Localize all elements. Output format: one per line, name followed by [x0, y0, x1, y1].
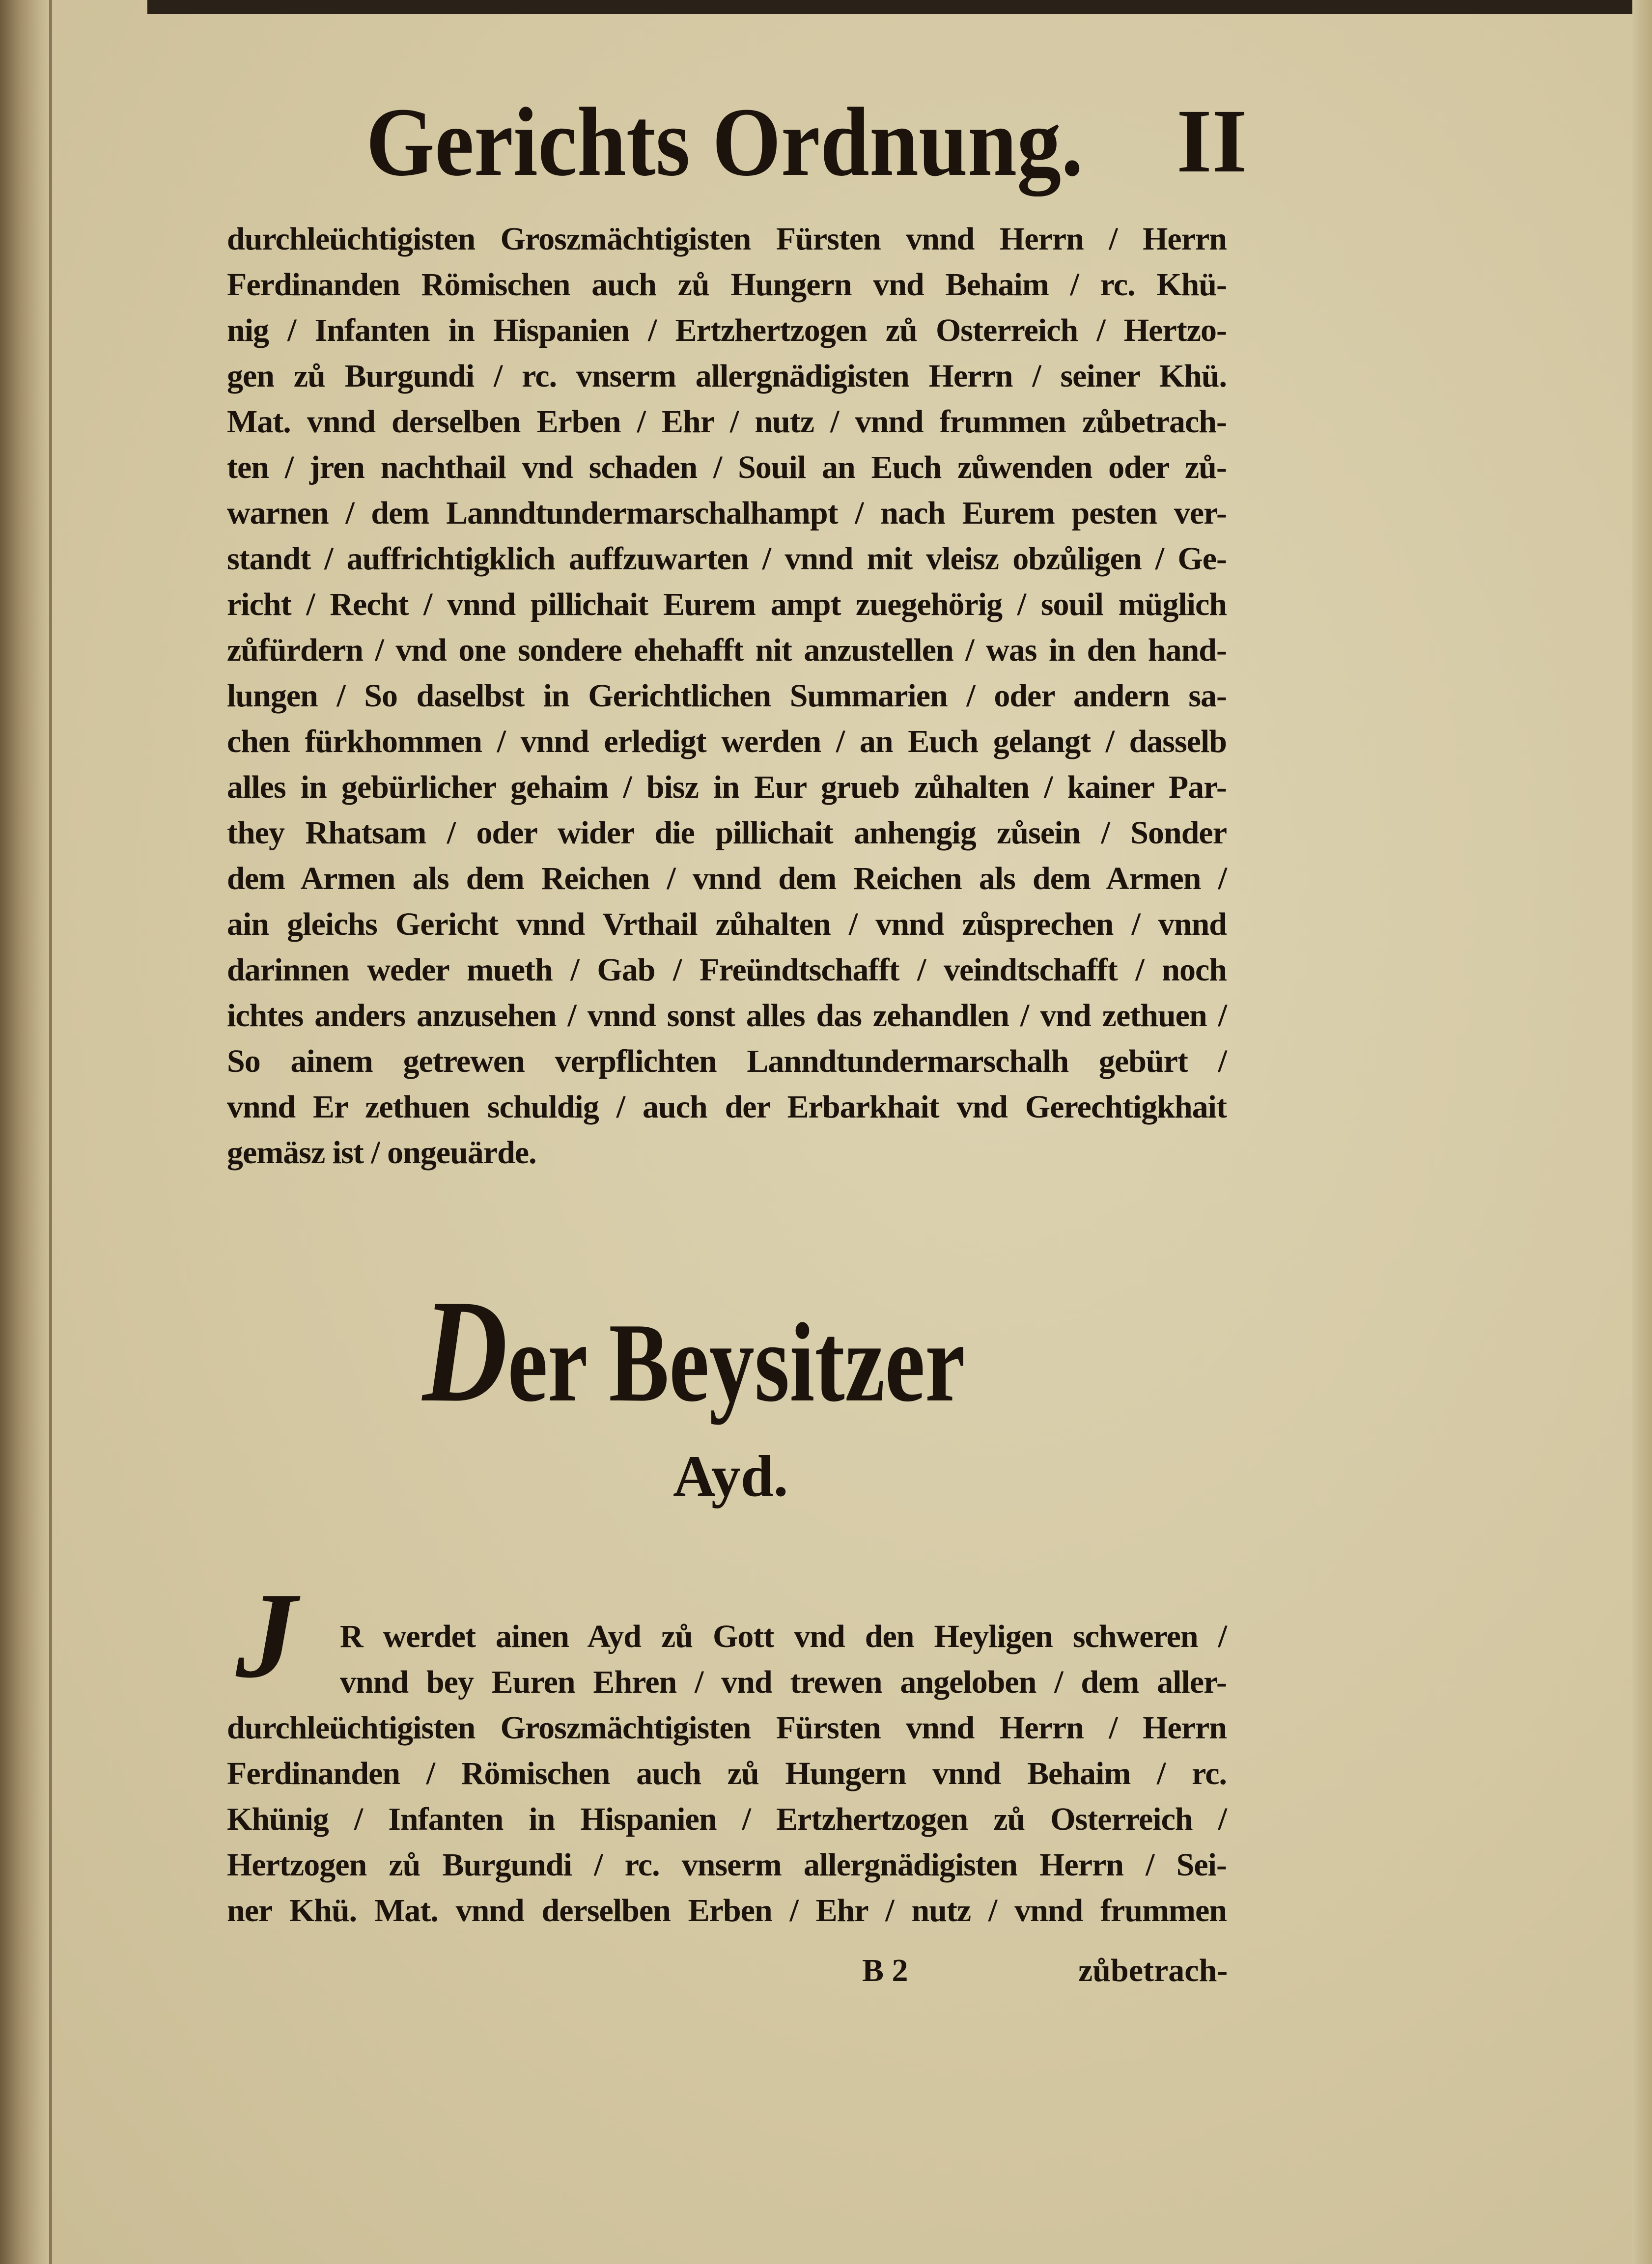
text-line: gen zů Burgundi / rc. vnserm allergnädigisten Herrn / seiner Khü. — [227, 358, 1227, 394]
text-line: durchleüchtigisten Groszmächtigisten Fürsten vnnd Herrn / Herrn — [227, 221, 1227, 257]
scan-background — [147, 0, 1652, 14]
text-line: Khünig / Infanten in Hispanien / Ertzhertzogen zů Osterreich / — [227, 1801, 1227, 1837]
text-line: standt / auffrichtigklich auffzuwarten / vnnd mit vleisz obzůligen / Ge- — [227, 541, 1227, 577]
text-line: durchleüchtigisten Groszmächtigisten Fürsten vnnd Herrn / Herrn — [227, 1710, 1227, 1746]
text-line: vnnd Er zethuen schuldig / auch der Erbarkhait vnd Gerechtigkhait — [227, 1089, 1227, 1125]
text-line: they Rhatsam / oder wider die pillichait anhengig zůsein / Sonder — [227, 815, 1227, 851]
text-line: Ferdinanden Römischen auch zů Hungern vnd Behaim / rc. Khü- — [227, 267, 1227, 303]
text-line: ain gleichs Gericht vnnd Vrthail zůhalten / vnnd zůsprechen / vnnd — [227, 906, 1227, 942]
signature-mark: B 2 — [862, 1953, 908, 1988]
text-line: richt / Recht / vnnd pillichait Eurem ampt zuegehörig / souil müglich — [227, 587, 1227, 622]
text-line: dem Armen als dem Reichen / vnnd dem Reichen als dem Armen / — [227, 861, 1227, 896]
paragraph-oath-marshal — [227, 216, 1227, 1175]
text-line: chen fürkhommen / vnnd erledigt werden / an Euch gelangt / dasselb — [227, 724, 1227, 759]
text-line: Mat. vnnd derselben Erben / Ehr / nutz / vnnd frummen zůbetrach- — [227, 404, 1227, 440]
text-line: vnnd bey Euren Ehren / vnd trewen angeloben / dem aller- — [340, 1664, 1227, 1700]
text-line: lungen / So daselbst in Gerichtlichen Summarien / oder andern sa- — [227, 678, 1227, 714]
text-line: gemäsz ist / ongeuärde. — [227, 1135, 536, 1171]
catchword: zůbetrach- — [1078, 1953, 1228, 1988]
decorated-initial: D — [422, 1269, 508, 1432]
folio-number: II — [1176, 91, 1247, 192]
running-title: Gerichts Ordnung. — [366, 88, 1084, 196]
text-line: nig / Infanten in Hispanien / Ertzhertzogen zů Osterreich / Hertzo- — [227, 312, 1227, 348]
section-heading — [422, 1269, 965, 1432]
text-line: ten / jren nachthail vnd schaden / Souil an Euch zůwenden oder zů- — [227, 449, 1227, 485]
page-right-edge — [1632, 0, 1652, 2264]
text-line: darinnen weder mueth / Gab / Freündtschafft / veindtschafft / noch — [227, 952, 1227, 988]
text-line: ichtes anders anzusehen / vnnd sonst alles das zehandlen / vnd zethuen / — [227, 998, 1227, 1034]
text-line: zůfürdern / vnd one sondere ehehafft nit anzustellen / was in den hand- — [227, 632, 1227, 668]
drop-cap-initial: J — [236, 1567, 297, 1704]
page-gutter — [49, 0, 52, 2264]
book-binding-edge — [0, 0, 52, 2264]
text-line: ner Khü. Mat. vnnd derselben Erben / Ehr / nutz / vnnd frummen — [227, 1893, 1227, 1929]
text-line: alles in gebürlicher gehaim / bisz in Eur grueb zůhalten / kainer Par- — [227, 769, 1227, 805]
text-line: warnen / dem Lanndtundermarschalhampt / nach Eurem pesten ver- — [227, 495, 1227, 531]
heading-text: er Beysitzer — [507, 1300, 965, 1425]
paragraph-oath-assessors — [227, 1614, 1227, 1933]
text-line: So ainem getrewen verpflichten Lanndtundermarschalh gebürt / — [227, 1043, 1227, 1079]
text-line: Hertzogen zů Burgundi / rc. vnserm allergnädigisten Herrn / Sei- — [227, 1847, 1227, 1883]
section-subheading: Ayd. — [673, 1443, 788, 1509]
text-line: R werdet ainen Ayd zů Gott vnd den Heyligen schweren / — [340, 1619, 1227, 1654]
text-line: Ferdinanden / Römischen auch zů Hungern vnnd Behaim / rc. — [227, 1756, 1227, 1791]
